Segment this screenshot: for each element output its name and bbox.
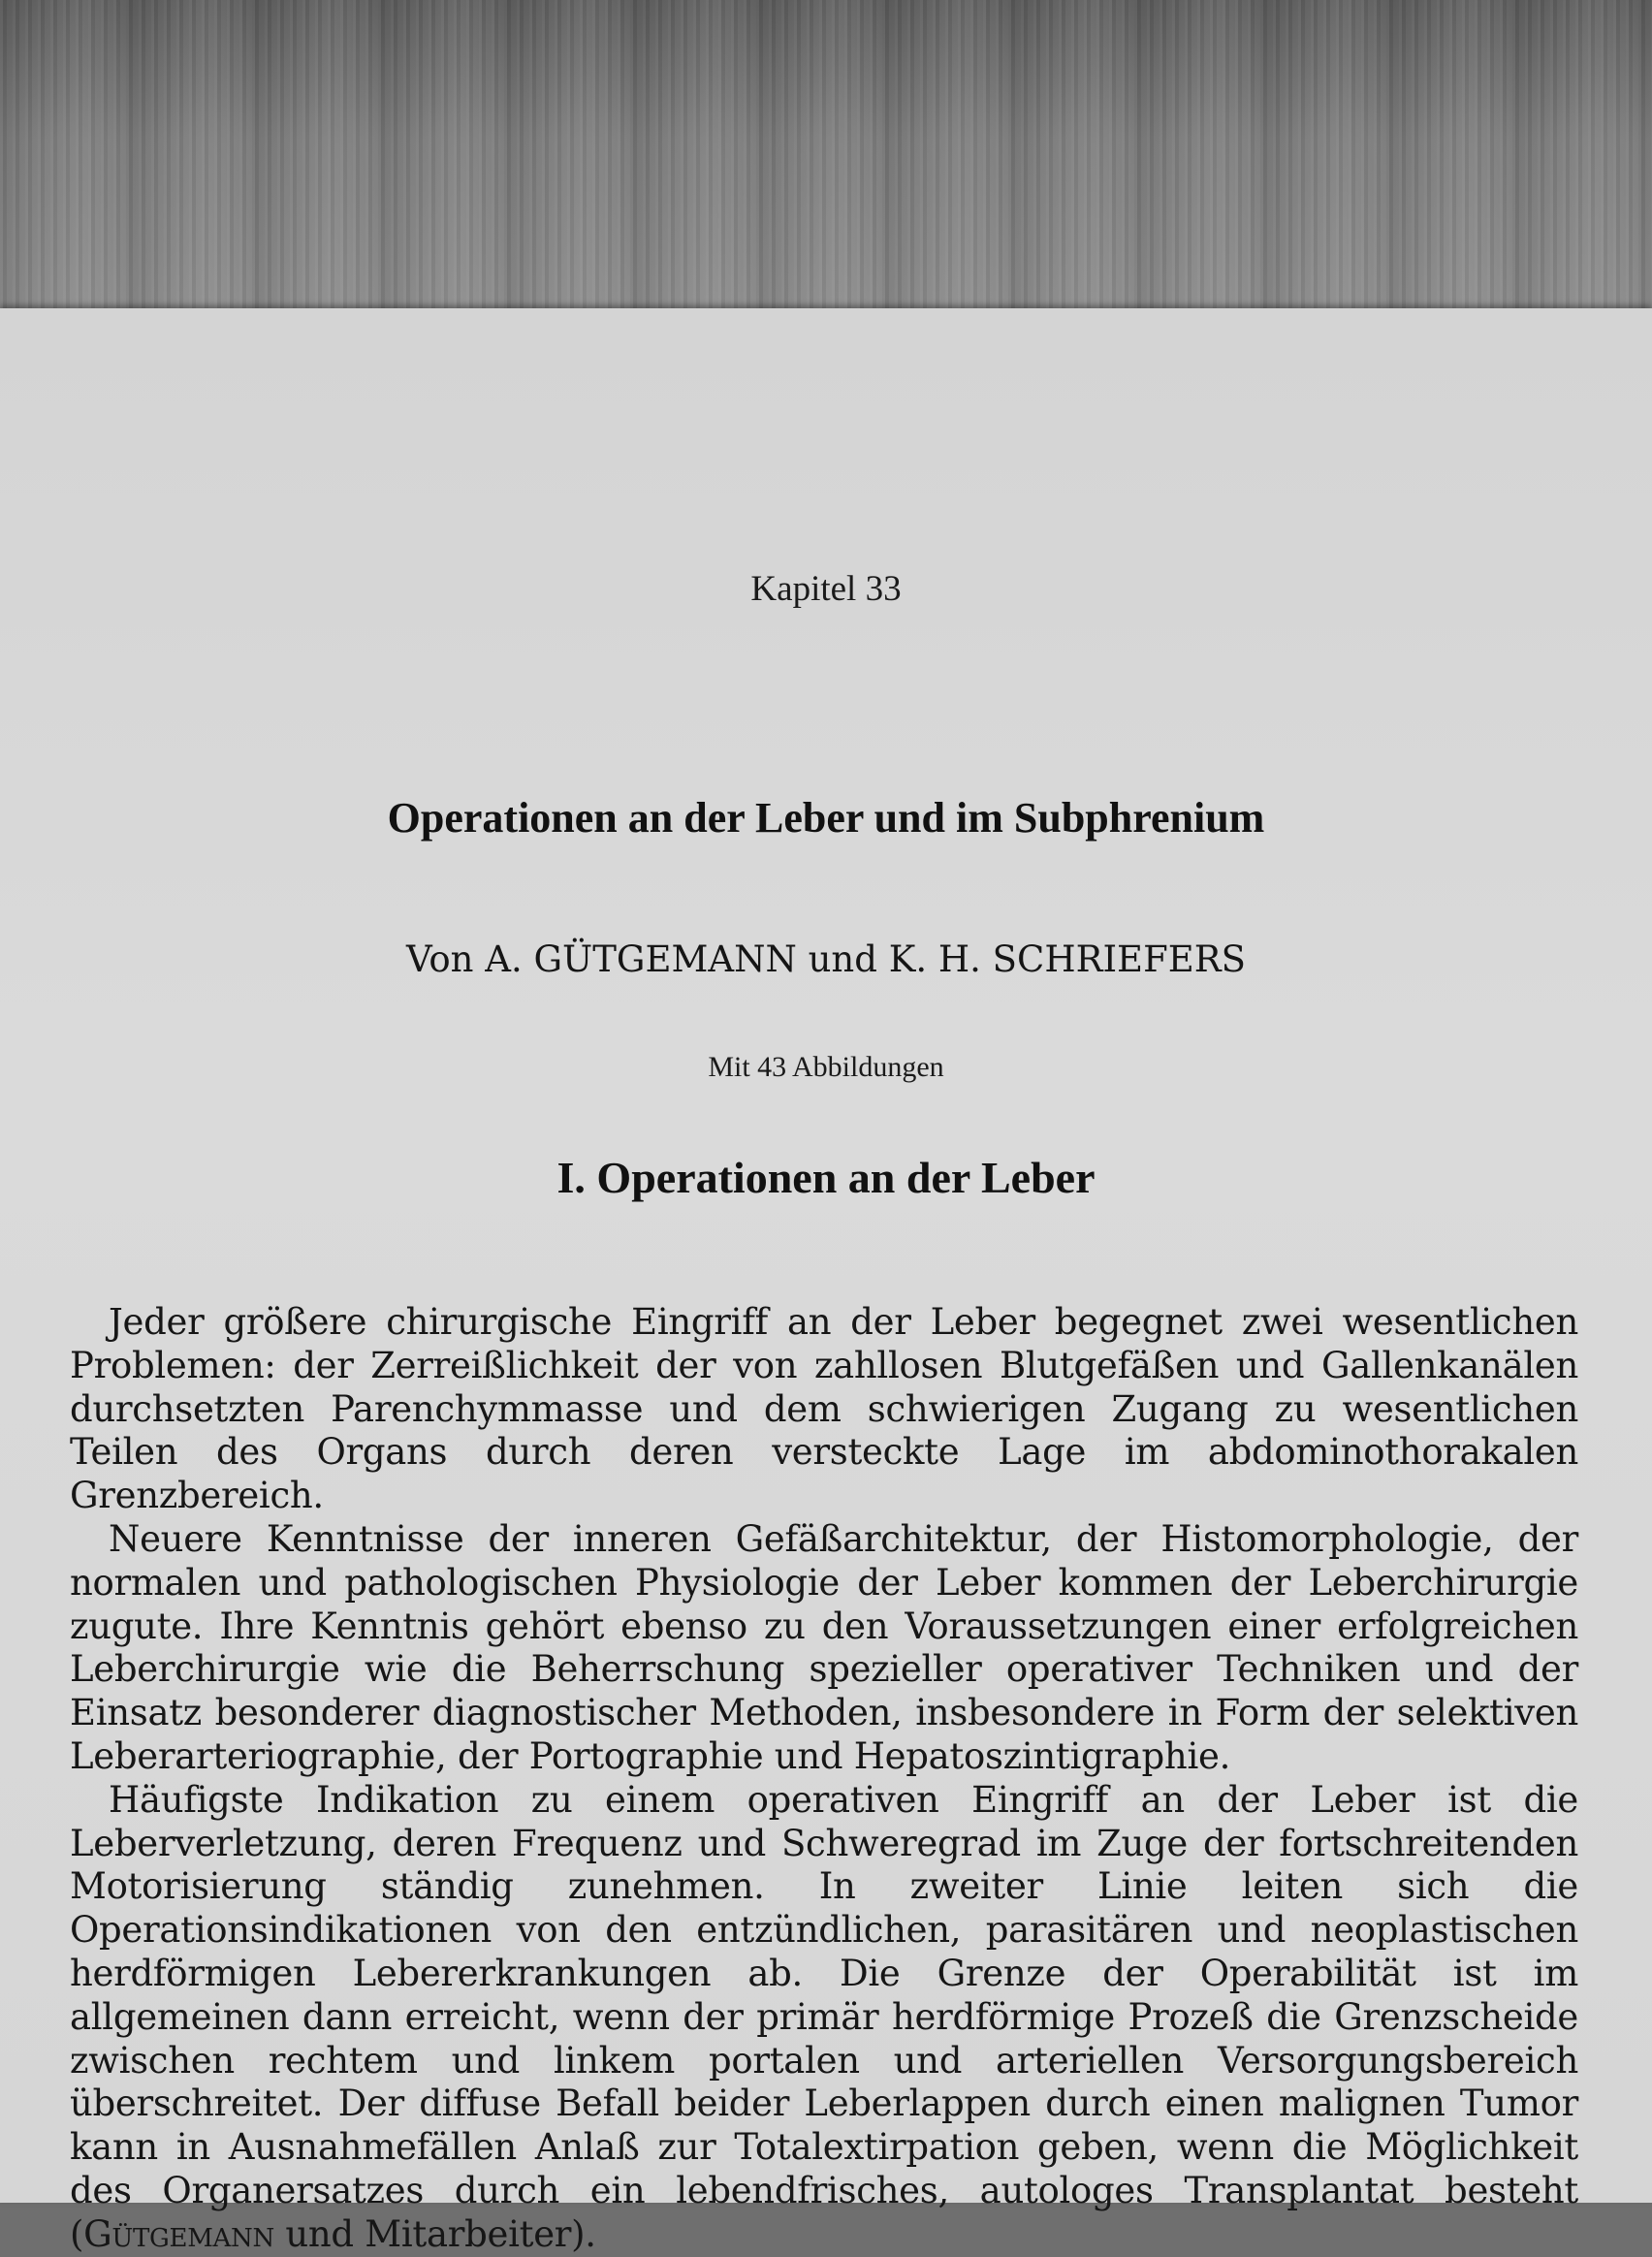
wooden-surface-background xyxy=(0,0,1652,308)
chapter-title: Operationen an der Leber und im Subphrenium xyxy=(387,794,1265,842)
figures-note: Mit 43 Abbildungen xyxy=(708,1051,944,1083)
author-name-2: SCHRIEFERS xyxy=(992,938,1246,980)
chapter-label: Kapitel 33 xyxy=(750,569,902,609)
body-text xyxy=(70,1301,1578,2257)
author-conjunction: und K. H. xyxy=(796,938,993,980)
section-heading: I. Operationen an der Leber xyxy=(556,1153,1096,1202)
citation-tail: und Mitarbeiter). xyxy=(273,2212,596,2255)
paragraph-3-text: Häufigste Indikation zu einem operativen Eingriff an der Leber ist die Leberverletzung, deren Frequenz und Schweregrad im Zuge der fortschreitenden Motorisierung ständig zunehmen. In zweiter Linie leiten sich die Operationsindikationen von den entzündlichen, parasitären und neoplastischen herdförmigen Lebererkrankungen ab. Die Grenze der Operabilität ist im allgemeinen dann erreicht, wenn der primär herdförmige Prozeß die Grenzscheide zwischen rechtem und linkem portalen und arteriellen Versorgungsbereich überschreitet. Der diffuse Befall beider Leberlappen durch einen malignen Tumor kann in Ausnahmefällen Anlaß zur Totalextirpation geben, wenn die Möglichkeit des Organersatzes durch ein lebendfrisches, autologes Transplantat besteht ( xyxy=(70,1778,1578,2255)
paragraph-3 xyxy=(70,1779,1578,2257)
author-line xyxy=(0,938,1652,980)
author-prefix: Von A. xyxy=(406,938,534,980)
paragraph-2: Neuere Kenntnisse der inneren Gefäßarchitektur, der Histomorphologie, der normalen und pathologischen Physiologie der Leber kommen der Leberchirurgie zugute. Ihre Kenntnis gehört ebenso zu den Voraussetzungen einer erfolgreichen Leberchirurgie wie die Beherrschung spezieller operativer Techniken und der Einsatz besonderer diagnostischer Methoden, insbesondere in Form der selektiven Leberarteriographie, der Portographie und Hepatoszintigraphie. xyxy=(70,1517,1578,1777)
author-name-1: GÜTGEMANN xyxy=(533,938,797,980)
citation-author: Gütgemann xyxy=(83,2212,274,2255)
paragraph-1: Jeder größere chirurgische Eingriff an der Leber begegnet zwei wesentlichen Problemen: der Zerreißlichkeit der von zahllosen Blutgefäßen und Gallenkanälen durchsetzten Parenchymmasse und dem schwierigen Zugang zu wesentlichen Teilen des Organs durch deren versteckte Lage im abdominothorakalen Grenzbereich. xyxy=(70,1301,1578,1517)
document-page xyxy=(0,308,1652,2255)
